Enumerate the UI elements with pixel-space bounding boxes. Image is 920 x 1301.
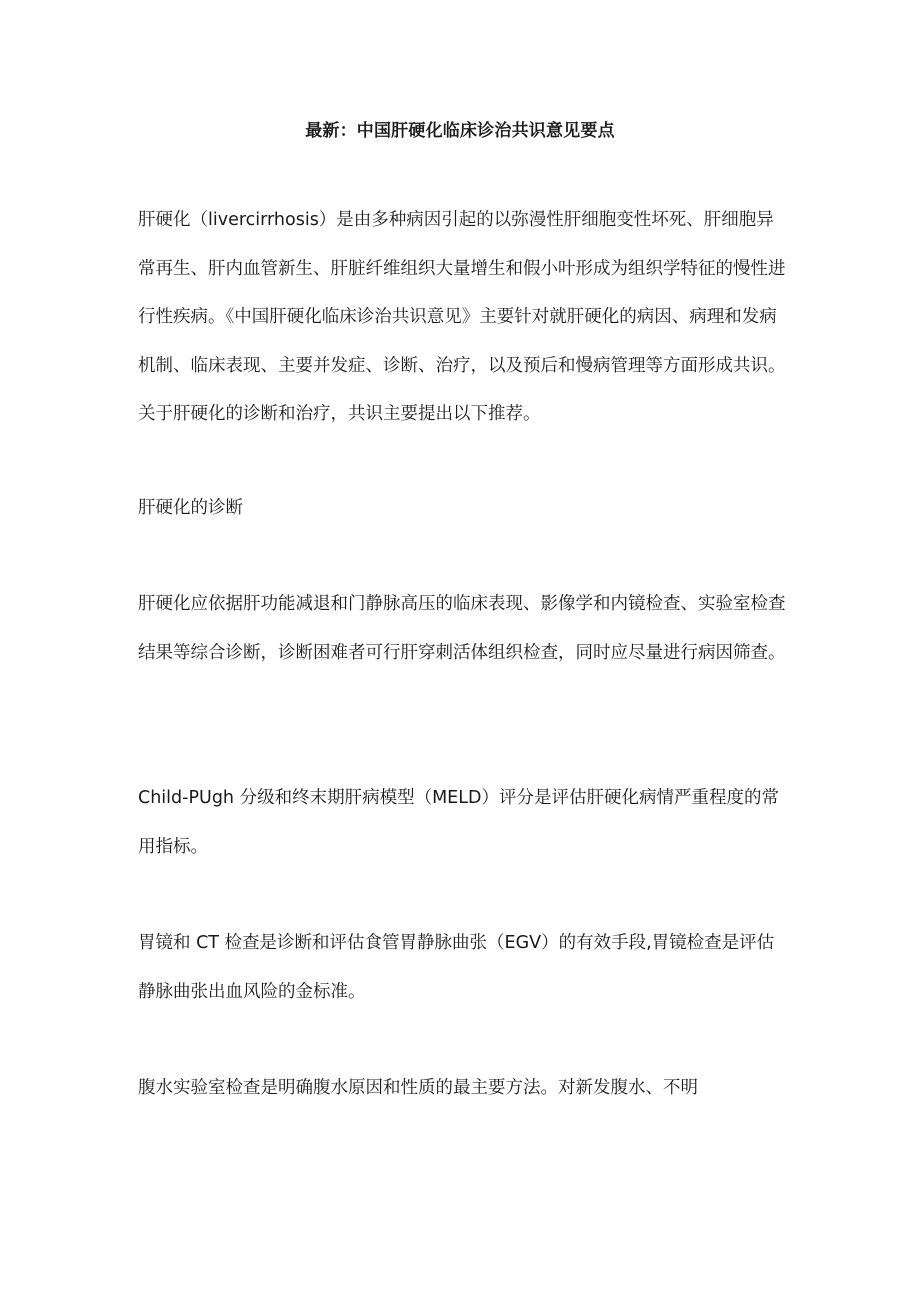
- section-heading-diagnosis: 肝硬化的诊断: [138, 498, 243, 518]
- intro-paragraph: 肝硬化（livercirrhosis）是由多种病因引起的以弥漫性肝细胞变性坏死、肝细胞异常再生、肝内血管新生、肝脏纤维组织大量增生和假小叶形成为组织学特征的慢性进行性疾病。《中国肝硬化临床诊治共识意见》主要针对就肝硬化的病因、病理和发病机制、临床表现、主要并发症、诊断、治疗，以及预后和慢病管理等方面形成共识。关于肝硬化的诊断和治疗，共识主要提出以下推荐。: [138, 210, 786, 424]
- endoscopy-paragraph: 胃镜和 CT 检查是诊断和评估食管胃静脉曲张（EGV）的有效手段,胃镜检查是评估静脉曲张出血风险的金标准。: [138, 933, 775, 1002]
- diagnosis-paragraph: 肝硬化应依据肝功能减退和门静脉高压的临床表现、影像学和内镜检查、实验室检查结果等综合诊断，诊断困难者可行肝穿刺活体组织检查，同时应尽量进行病因筛查。: [138, 594, 786, 663]
- child-pugh-paragraph: Child-PUgh 分级和终末期肝病模型（MELD）评分是评估肝硬化病情严重程度的常用指标。: [138, 788, 779, 857]
- document-title: 最新：中国肝硬化临床诊治共识意见要点: [305, 121, 615, 141]
- ascites-paragraph: 腹水实验室检查是明确腹水原因和性质的最主要方法。对新发腹水、不明: [138, 1078, 698, 1098]
